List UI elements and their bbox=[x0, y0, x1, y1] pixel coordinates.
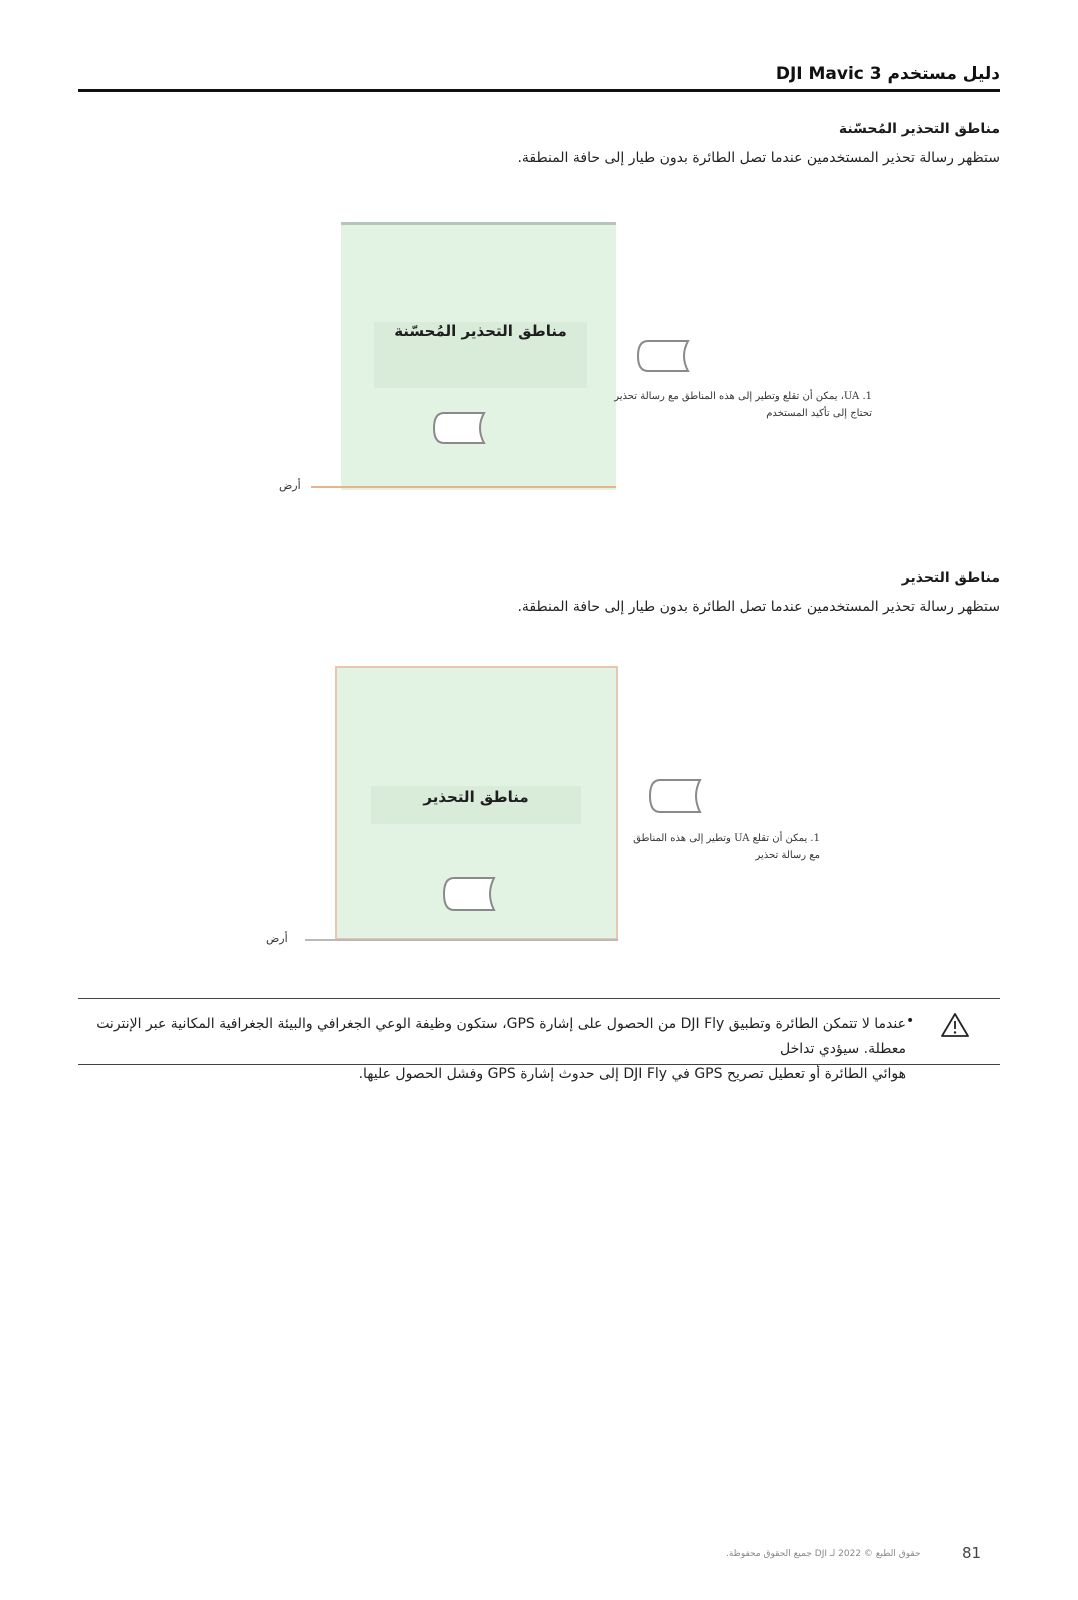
caption-line: تحتاج إلى تأكيد المستخدم bbox=[766, 408, 872, 419]
drone-icon bbox=[636, 339, 692, 373]
ground-line bbox=[311, 486, 616, 488]
diagram-caption-warning bbox=[620, 830, 820, 864]
ground-label: أرض bbox=[266, 932, 288, 945]
caption-line: مع رسالة تحذير bbox=[755, 850, 820, 861]
document-header-title: دليل مستخدم DJI Mavic 3 bbox=[775, 64, 1000, 84]
warning-bullet: • bbox=[906, 1013, 915, 1029]
ground-label: أرض bbox=[279, 479, 301, 492]
zone-label-enhanced-warning: مناطق التحذير المُحسّنة bbox=[394, 322, 567, 340]
warning-bottom-divider bbox=[78, 1064, 1000, 1065]
zone-label-warning: مناطق التحذير bbox=[423, 788, 529, 806]
section-description-enhanced-warning-zones: ستظهر رسالة تحذير المستخدمين عندما تصل الطائرة بدون طيار إلى حافة المنطقة. bbox=[517, 150, 1000, 166]
warning-top-divider bbox=[78, 998, 1000, 999]
section-description-warning-zones: ستظهر رسالة تحذير المستخدمين عندما تصل الطائرة بدون طيار إلى حافة المنطقة. bbox=[517, 599, 1000, 615]
section-title-enhanced-warning-zones: مناطق التحذير المُحسّنة bbox=[838, 121, 1000, 137]
warning-triangle-icon bbox=[940, 1012, 970, 1038]
caption-line: 1. يمكن أن تقلع UA وتطير إلى هذه المناطق bbox=[633, 833, 820, 844]
footer-copyright: حقوق الطبع © 2022 لـ DJI جميع الحقوق محفوظة. bbox=[726, 1549, 921, 1559]
drone-icon bbox=[432, 411, 488, 445]
caption-line: 1. UA، يمكن أن تقلع وتطير إلى هذه المناطق مع رسالة تحذير bbox=[614, 391, 872, 402]
drone-icon bbox=[648, 778, 704, 814]
drone-icon bbox=[442, 876, 498, 912]
diagram-caption-enhanced-warning bbox=[600, 388, 872, 422]
ground-line bbox=[305, 939, 618, 941]
page-number: 81 bbox=[962, 1544, 982, 1562]
section-title-warning-zones: مناطق التحذير bbox=[901, 570, 1000, 586]
warning-line: عندما لا تتمكن الطائرة وتطبيق DJI Fly من الحصول على إشارة GPS، ستكون وظيفة الوعي الجغرافي والبيئة الجغرافية المكانية عبر الإنترنت معطلة. سيؤدي تداخل bbox=[96, 1016, 906, 1057]
warning-line: هوائي الطائرة أو تعطيل تصريح GPS في DJI Fly إلى حدوث إشارة GPS وفشل الحصول عليها. bbox=[358, 1066, 906, 1082]
warning-text bbox=[76, 1012, 906, 1087]
header-divider bbox=[78, 89, 1000, 92]
